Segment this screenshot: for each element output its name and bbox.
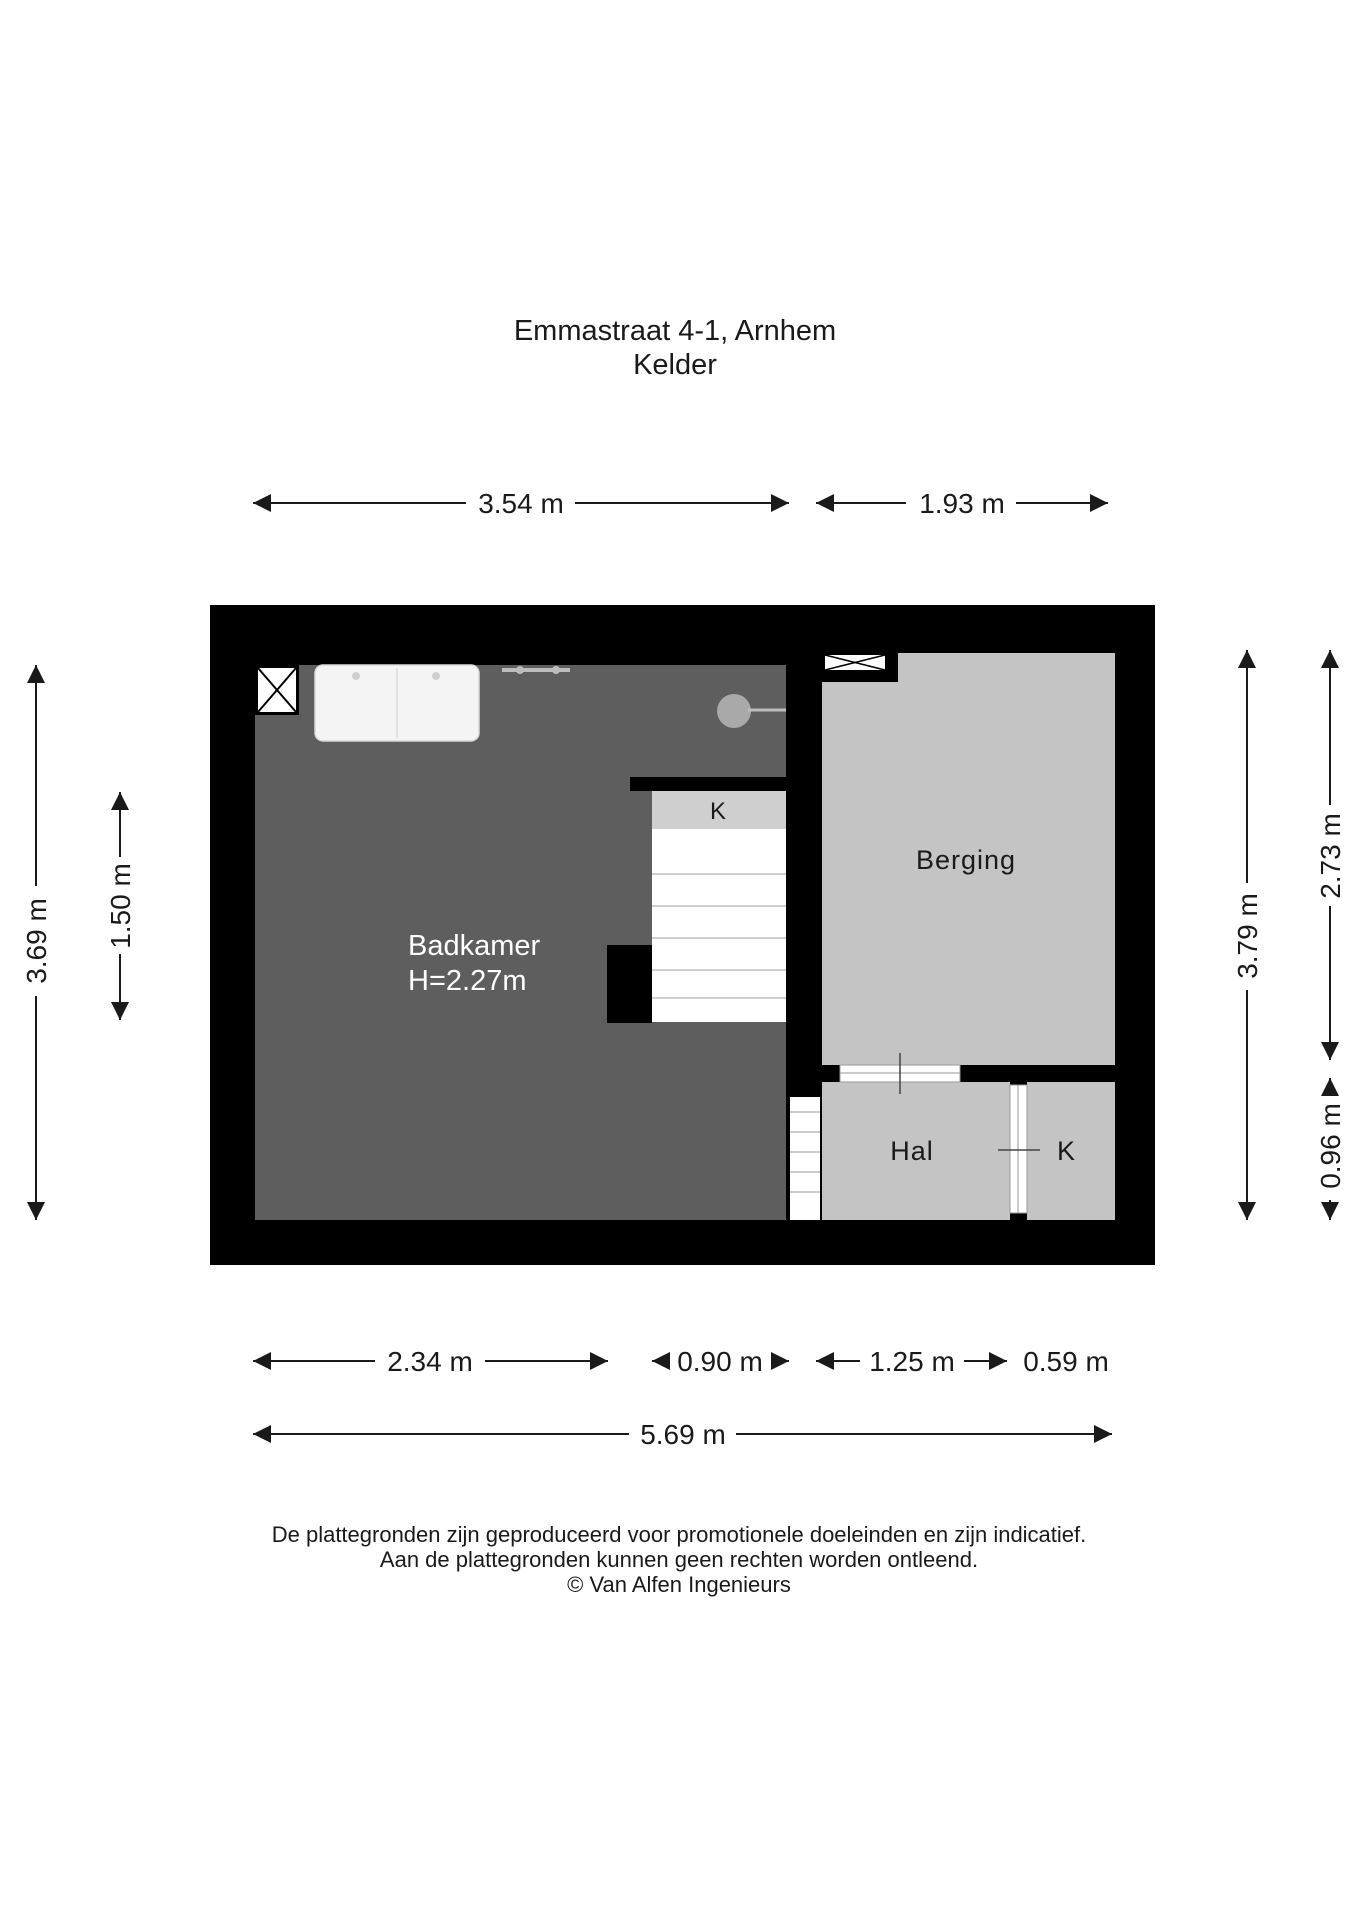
dimension-right-inner [1232,650,1263,1220]
dimension-left-outer [21,665,52,1220]
dimension-top-right [816,488,1108,519]
dimension-label: 2.34 m [387,1346,473,1377]
dimension-bottom-1 [253,1346,608,1377]
dimension-label: 5.69 m [640,1419,726,1450]
dimension-label: 0.59 m [1023,1346,1109,1377]
dimension-label: 0.96 m [1315,1103,1346,1189]
dimension-label: 2.73 m [1315,813,1346,899]
dimension-label: 0.90 m [677,1346,763,1377]
dimension-top-left [253,488,789,519]
dimension-label: 3.79 m [1232,893,1263,979]
plan-address: Emmastraat 4-1, Arnhem [513,315,837,347]
room-label-badkamer: Badkamer [408,930,541,962]
dimension-right-outer-bottom [1315,1078,1346,1220]
dimension-label: 3.54 m [478,488,564,519]
dimension-bottom-total [253,1419,1112,1450]
dimension-label: 3.69 m [21,898,52,984]
disclaimer-line-2: Aan de plattegronden kunnen geen rechten worden ontleend. [379,1547,979,1572]
ventilation-shaft-icon [255,665,299,715]
copyright-line: © Van Alfen Ingenieurs [567,1572,791,1597]
plan-floor-name: Kelder [633,349,717,381]
dimension-label: 1.25 m [869,1346,955,1377]
room-label-berging: Berging [915,845,1017,875]
dimension-right-outer-top [1315,650,1346,1060]
double-sink-icon [315,665,479,741]
dimension-bottom-3 [816,1346,1007,1377]
stair-top-wall [630,777,786,791]
dimension-left-inner [105,792,136,1020]
room-label-hal: Hal [890,1136,934,1166]
dimension-bottom-4 [1023,1346,1109,1377]
dimension-label: 1.93 m [919,488,1005,519]
stair-hal-icon [790,1097,820,1220]
disclaimer-line-1: De plattegronden zijn geproduceerd voor promotionele doeleinden en zijn indicatief. [271,1522,1087,1547]
room-label-kast-stair: K [709,798,727,825]
room-label-kast-hal: K [1056,1136,1076,1166]
dimension-label: 1.50 m [105,863,136,949]
room-label-badkamer-height: H=2.27m [408,965,527,997]
disclaimer [0,1522,1358,1597]
dimension-bottom-2 [652,1346,789,1377]
